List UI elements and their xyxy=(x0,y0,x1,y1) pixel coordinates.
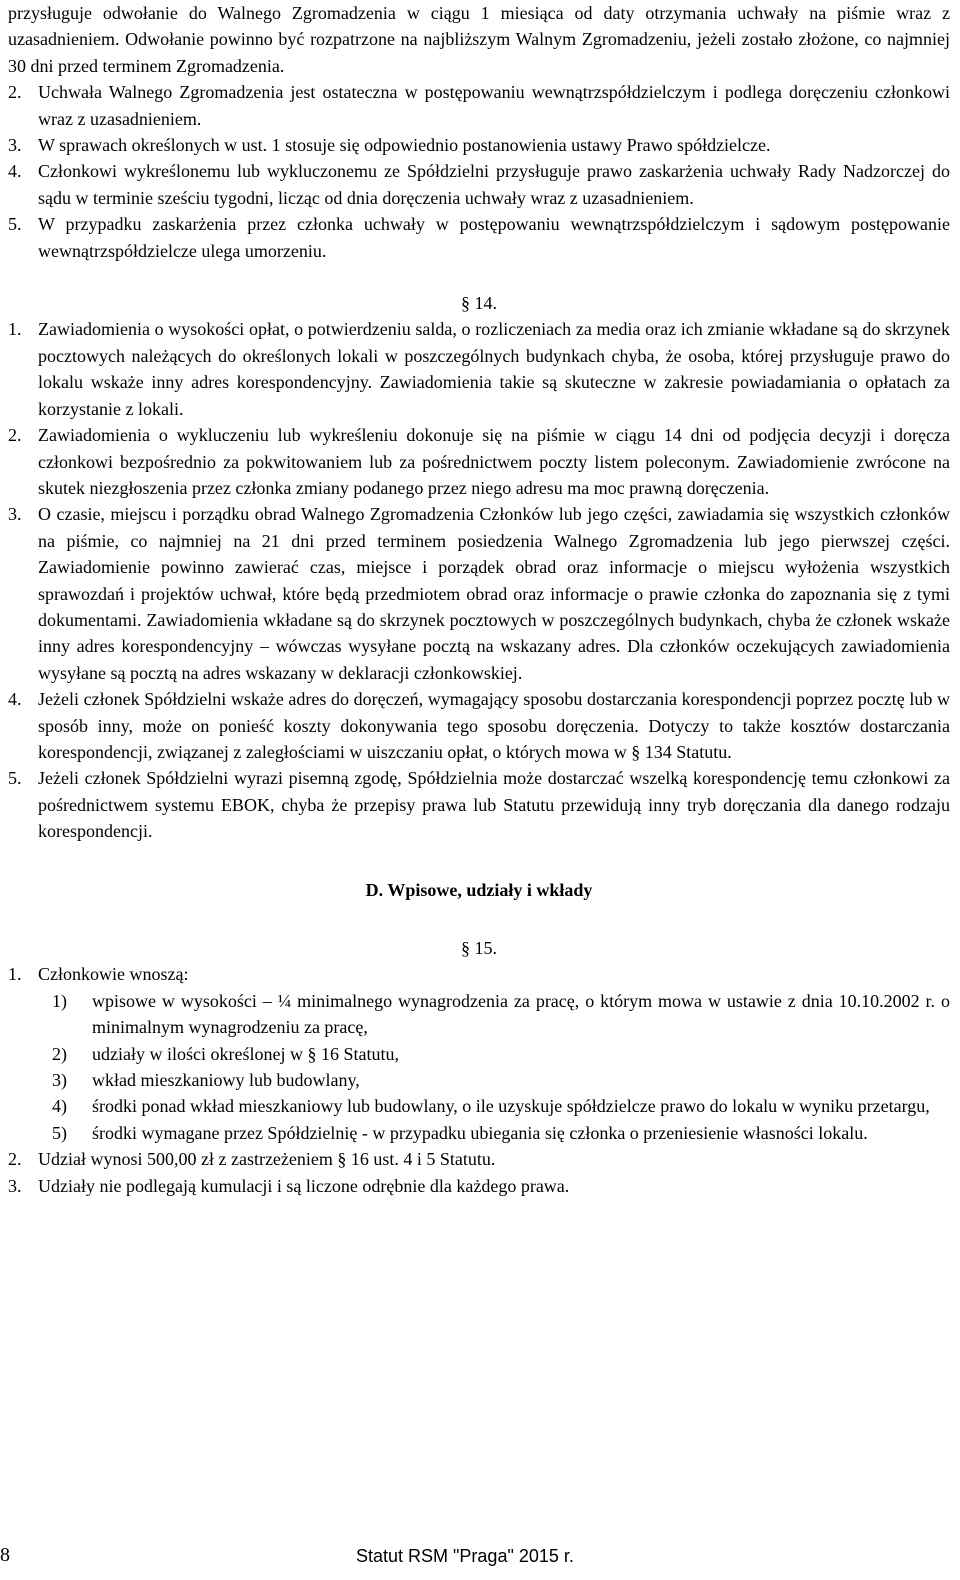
section-14-title: § 14. xyxy=(461,293,497,314)
sub-list-item xyxy=(52,1067,950,1093)
item-text: W sprawach określonych w ust. 1 stosuje się odpowiednio postanowienia ustawy Prawo spółdzielcze. xyxy=(38,135,771,156)
sub-item-number: 3) xyxy=(52,1070,67,1091)
sub-item-text: wkład mieszkaniowy lub budowlany, xyxy=(92,1070,360,1091)
section-d-heading: D. Wpisowe, udziały i wkłady xyxy=(365,879,593,900)
section-15-title: § 15. xyxy=(461,938,497,958)
sub-list-item xyxy=(52,988,950,1041)
footer-document-title: Statut RSM "Praga" 2015 r. xyxy=(356,1546,574,1566)
spacer xyxy=(8,264,950,290)
spacer xyxy=(8,845,950,877)
sub-item-text: wpisowe w wysokości – ¼ minimalnego wynagrodzenia za pracę, o którym mowa w ustawie z dnia 10.10.2002 r. o minimalnym wynagrodzeniu za pracę, xyxy=(92,990,950,1038)
page-number: 8 xyxy=(0,1544,10,1566)
list-item xyxy=(8,765,950,844)
list-item xyxy=(8,316,950,422)
list-item xyxy=(8,132,950,158)
item-text: Uchwała Walnego Zgromadzenia jest ostateczna w postępowaniu wewnątrzspółdzielczym i podlega doręczeniu członkowi wraz z uzasadnieniem. xyxy=(38,82,950,129)
item-number: 2. xyxy=(8,1149,22,1170)
item-number: 4. xyxy=(8,689,22,710)
item-text: Członkowi wykreślonemu lub wykluczonemu ze Spółdzielni przysługuje prawo zaskarżenia uchwały Rady Nadzorczej do sądu w terminie sześciu tygodni, licząc od dnia doręczenia uchwały wraz z uzasadnieniem. xyxy=(38,161,950,208)
item-number: 5. xyxy=(8,768,22,789)
sub-list-item xyxy=(52,1041,950,1067)
item-number: 3. xyxy=(8,1175,22,1196)
list-item xyxy=(8,422,950,501)
sub-item-number: 4) xyxy=(52,1096,67,1117)
sub-list-item xyxy=(52,1093,950,1119)
item-text: W przypadku zaskarżenia przez członka uchwały w postępowaniu wewnątrzspółdzielczym i sądowym postępowanie wewnątrzspółdzielcze ulega umorzeniu. xyxy=(38,214,950,261)
document-page xyxy=(8,0,950,1199)
spacer xyxy=(8,903,950,935)
item-number: 2. xyxy=(8,425,22,446)
item-text: O czasie, miejscu i porządku obrad Walnego Zgromadzenia Członków lub jego części, zawiadamia się wszystkich członków na piśmie, co najmniej na 21 dni przed terminem posiedzenia Walnego Zgromadzenia lub jego pierwszej części. Zawiadomienie powinno zawierać czas, miejsce i porządek obrad oraz informacje o miejscu wyłożenia wszystkich sprawozdań i projektów uchwał, które będą przedmiotem obrad oraz informacje o prawie członka do zapoznania się z tymi dokumentami. Zawiadomienia wkładane są do skrzynek pocztowych w poszczególnych budynkach, chyba że członek wskaże inny adres korespondencyjny – wówczas wysyłane pocztą na wskazany adres. Dla członków oczekujących zawiadomienia wysyłane są pocztą na adres wskazany w deklaracji członkowskiej. xyxy=(38,504,950,683)
item-text: Jeżeli członek Spółdzielni wskaże adres do doręczeń, wymagający sposobu dostarczania korespondencji poprzez pocztę lub w sposób inny, może on ponieść koszty dokonywania tego sposobu doręczenia. Dotyczy to także kosztów dostarczania korespondencji, związanej z zaległościami w uiszczaniu opłat, o których mowa w § 134 Statutu. xyxy=(38,689,950,762)
list-item xyxy=(8,158,950,211)
list-item xyxy=(8,79,950,132)
sub-item-text: udziały w ilości określonej w § 16 Statutu, xyxy=(92,1043,399,1064)
list-item xyxy=(8,686,950,765)
list-item xyxy=(8,961,950,987)
sub-item-number: 5) xyxy=(52,1122,67,1143)
continued-paragraph: przysługuje odwołanie do Walnego Zgromadzenia w ciągu 1 miesiąca od daty otrzymania uchwały na piśmie wraz z uzasadnieniem. Odwołanie powinno być rozpatrzone na najbliższym Walnym Zgromadzeniu, jeżeli zostało złożone, co najmniej 30 dni przed terminem Zgromadzenia. xyxy=(8,3,950,76)
item-number: 2. xyxy=(8,82,22,103)
sub-item-text: środki wymagane przez Spółdzielnię - w przypadku ubiegania się członka o przeniesienie własności lokalu. xyxy=(92,1122,868,1143)
item-number: 3. xyxy=(8,135,22,156)
sub-item-text: środki ponad wkład mieszkaniowy lub budowlany, o ile uzyskuje spółdzielcze prawo do lokalu w wyniku przetargu, xyxy=(92,1096,930,1117)
sub-item-number: 2) xyxy=(52,1043,67,1064)
list-item xyxy=(8,501,950,686)
list-item xyxy=(8,1173,950,1199)
item-text: Zawiadomienia o wysokości opłat, o potwierdzeniu salda, o rozliczeniach za media oraz ich zmianie wkładane są do skrzynek pocztowych należących do określonych lokali w poszczególnych budynkach chyba, że osoba, której przysługuje prawo do lokalu wskaże inny adres korespondencyjny. Zawiadomienia takie są skuteczne w zakresie powiadamiania o opłatach za korzystanie z lokali. xyxy=(38,319,950,419)
item-text: Udział wynosi 500,00 zł z zastrzeżeniem § 16 ust. 4 i 5 Statutu. xyxy=(38,1149,496,1170)
item-text: Członkowie wnoszą: xyxy=(38,964,189,985)
item-text: Zawiadomienia o wykluczeniu lub wykreśleniu dokonuje się na piśmie w ciągu 14 dni od podjęcia decyzji i doręcza członkowi bezpośrednio za pokwitowaniem lub za pośrednictwem poczty listem poleconym. Zawiadomienie zwrócone na skutek niezgłoszenia przez członka zmiany podanego przez niego adresu ma moc prawną doręczenia. xyxy=(38,425,950,498)
item-number: 4. xyxy=(8,161,22,182)
list-item xyxy=(8,1146,950,1172)
item-number: 3. xyxy=(8,504,22,525)
item-text: Udziały nie podlegają kumulacji i są liczone odrębnie dla każdego prawa. xyxy=(38,1175,570,1196)
list-item xyxy=(8,211,950,264)
item-number: 1. xyxy=(8,319,22,340)
sub-item-number: 1) xyxy=(52,990,67,1011)
item-number: 1. xyxy=(8,964,22,985)
item-number: 5. xyxy=(8,214,22,235)
sub-list-item xyxy=(52,1120,950,1146)
item-text: Jeżeli członek Spółdzielni wyrazi pisemną zgodę, Spółdzielnia może dostarczać wszelką korespondencję temu członkowi za pośrednictwem systemu EBOK, chyba że przepisy prawa lub Statutu przewidują inny tryb doręczania dla danego rodzaju korespondencji. xyxy=(38,768,950,842)
